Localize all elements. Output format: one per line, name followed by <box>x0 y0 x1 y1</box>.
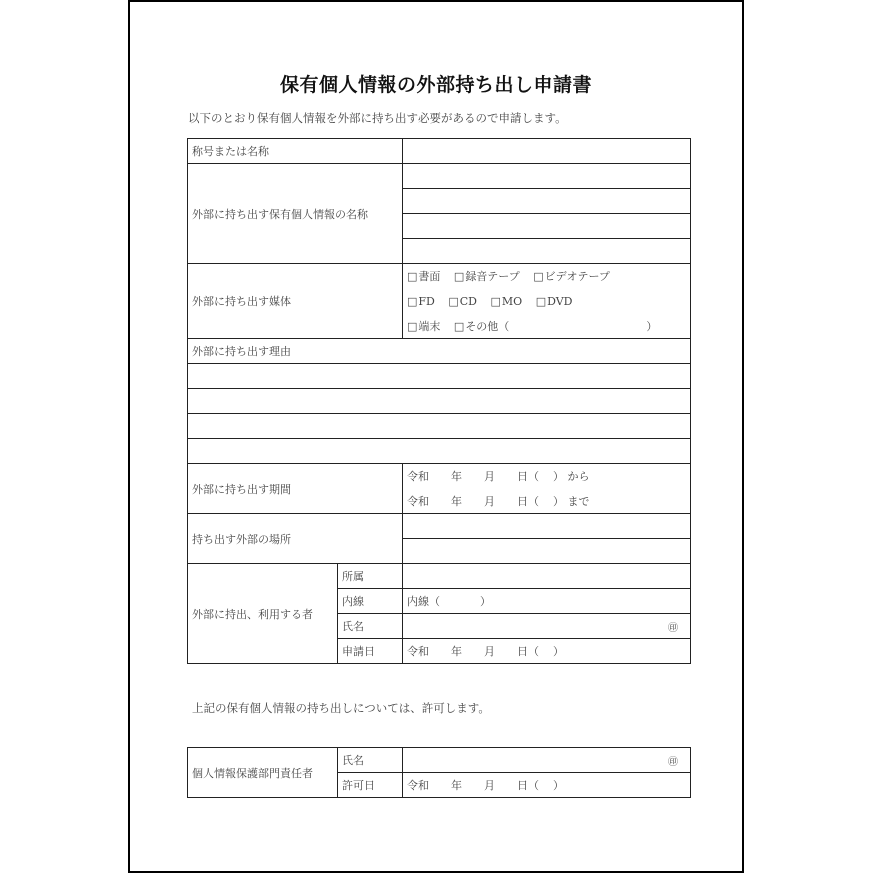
reason-line-1[interactable] <box>188 364 691 389</box>
place-line-2[interactable] <box>403 539 691 564</box>
permit-date-field[interactable]: 令和 年 月 日（ ） <box>403 773 691 798</box>
reason-label: 外部に持ち出す理由 <box>188 339 691 364</box>
dept-label: 所属 <box>338 564 403 589</box>
approval-text: 上記の保有個人情報の持ち出しについては、許可します。 <box>192 701 490 715</box>
reason-line-2[interactable] <box>188 389 691 414</box>
media-row-2 <box>403 289 691 314</box>
name-field[interactable] <box>403 139 691 164</box>
checkbox-paper[interactable]: □ 書面 <box>407 268 440 284</box>
manager-name-field[interactable] <box>403 748 691 773</box>
checkbox-terminal[interactable]: □ 端末 <box>407 318 440 334</box>
application-table <box>187 138 691 664</box>
form-title: 保有個人情報の外部持ち出し申請書 <box>279 74 592 96</box>
name-label: 称号または名称 <box>188 139 403 164</box>
approval-table <box>187 747 691 798</box>
period-from[interactable]: 令和 年 月 日（ ） から <box>403 464 691 489</box>
dept-field[interactable] <box>403 564 691 589</box>
seal-mark: ㊞ <box>668 756 678 768</box>
ext-label: 内線 <box>338 589 403 614</box>
checkbox-other[interactable]: □ その他（ <box>454 318 509 334</box>
manager-name-label: 氏名 <box>338 748 403 773</box>
form-page <box>128 0 744 873</box>
user-label: 外部に持出、利用する者 <box>188 564 338 664</box>
place-label: 持ち出す外部の場所 <box>188 514 403 564</box>
place-line-1[interactable] <box>403 514 691 539</box>
info-name-line-3[interactable] <box>403 214 691 239</box>
ext-field[interactable]: 内線（ ） <box>403 589 691 614</box>
permit-date-label: 許可日 <box>338 773 403 798</box>
apply-date-label: 申請日 <box>338 639 403 664</box>
checkbox-mo[interactable]: □ MO <box>491 295 523 308</box>
checkbox-fd[interactable]: □ FD <box>407 295 435 308</box>
period-until[interactable]: 令和 年 月 日（ ） まで <box>403 489 691 514</box>
info-name-label: 外部に持ち出す保有個人情報の名称 <box>188 164 403 264</box>
checkbox-cd[interactable]: □ CD <box>448 295 477 308</box>
reason-line-4[interactable] <box>188 439 691 464</box>
seal-mark: ㊞ <box>668 622 678 634</box>
apply-date-field[interactable]: 令和 年 月 日（ ） <box>403 639 691 664</box>
media-row-1 <box>403 264 691 289</box>
user-name-label: 氏名 <box>338 614 403 639</box>
reason-line-3[interactable] <box>188 414 691 439</box>
manager-label: 個人情報保護部門責任者 <box>188 748 338 798</box>
info-name-line-4[interactable] <box>403 239 691 264</box>
user-name-field[interactable] <box>403 614 691 639</box>
checkbox-video[interactable]: □ ビデオテープ <box>533 268 610 284</box>
period-label: 外部に持ち出す期間 <box>188 464 403 514</box>
media-row-3 <box>403 314 691 339</box>
checkbox-tape[interactable]: □ 録音テープ <box>454 268 520 284</box>
checkbox-dvd[interactable]: □ DVD <box>536 295 573 308</box>
intro-text: 以下のとおり保有個人情報を外部に持ち出す必要があるので申請します。 <box>188 111 567 125</box>
media-label: 外部に持ち出す媒体 <box>188 264 403 339</box>
info-name-line-1[interactable] <box>403 164 691 189</box>
other-close: ） <box>646 319 658 333</box>
info-name-line-2[interactable] <box>403 189 691 214</box>
